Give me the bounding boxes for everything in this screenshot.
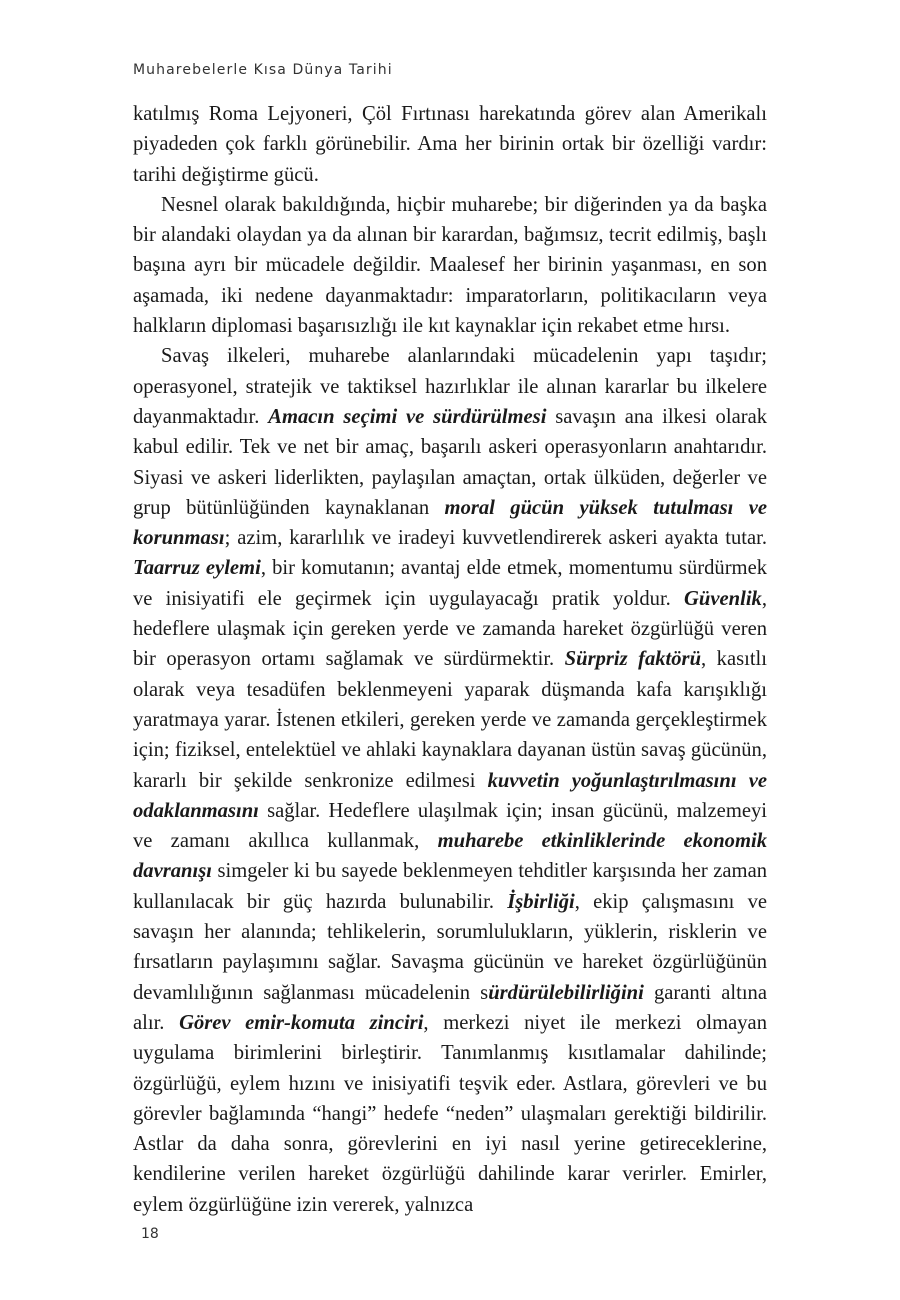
text-segment: katılmış Roma Lejyoneri, Çöl Fırtınası harekatında görev alan Amerikalı piyadeden çok farklı görünebilir. Ama her birinin ortak bir özelliği vardır: tarihi değiştirme gücü. — [133, 103, 767, 186]
text-segment: ; azim, kararlılık ve iradeyi kuvvetlendirerek askeri ayakta tutar. — [224, 527, 767, 550]
emphasis-term: muharebe etkinliklerinde ekonomik davranışı — [133, 830, 767, 883]
emphasis-term: moral gücün yüksek tutulması ve korunması — [133, 496, 767, 550]
text-segment: , merkezi niyet ile merkezi olmayan uygulama birimlerini birleştirir. Tanımlanmış kısıtlamalar dahilinde; özgürlüğü, eylem hızını ve inisiyatifi teşvik eder. Astlara, görevleri ve bu görevler bağlamında “hangi” hedefe “neden” ulaşmaları gerektiği bildirilir. Astlar da daha sonra, görevlerini en iyi nasıl yerine getireceklerine, kendilerine verilen hareket özgürlüğü dahilinde karar verirler. Emirler, eylem özgürlüğüne izin vererek, yalnızca — [133, 1011, 767, 1216]
emphasis-term: Taarruz eylemi — [133, 557, 261, 580]
page-number: 18 — [141, 1226, 159, 1242]
emphasis-term: Görev emir-komuta zinciri — [179, 1011, 424, 1034]
text-segment: , hedeflere ulaşmak için gereken yerde ve zamanda hareket özgürlüğü veren bir operasyon ortamı sağlamak ve sürdürmektir. — [133, 587, 767, 671]
paragraph-1 — [133, 99, 767, 190]
text-segment: Savaş ilkeleri, muharebe alanlarındaki mücadelenin yapı taşıdır; operasyonel, stratejik ve taktiksel hazırlıklar ile alınan kararlar bu ilkelere dayanmaktadır. — [133, 345, 767, 428]
emphasis-term: kuvvetin yoğunlaştırılmasını ve odaklanmasını — [133, 769, 767, 822]
paragraph-3 — [133, 341, 767, 1220]
text-segment: savaşın ana ilkesi olarak kabul edilir. Tek ve net bir amaç, başarılı askeri operasyonların anahtarıdır. Siyasi ve askeri liderlikten, paylaşılan amaçtan, ortak ülküden, değerler ve grup bütünlüğünden kaynaklanan — [133, 405, 767, 519]
text-segment: , kasıtlı olarak veya tesadüfen beklenmeyeni yaparak düşmanda kafa karışıklığı yaratmaya yarar. İstenen etkileri, gereken yerde ve zamanda gerçekleştirmek için; fiziksel, entelektüel ve ahlaki kaynaklara dayanan üstün savaş gücünün, kararlı bir şekilde senkronize edilmesi — [133, 648, 767, 792]
emphasis-term: Amacın seçimi ve sürdürülmesi — [268, 405, 547, 428]
emphasis-term: ürdürülebilirliğini — [488, 981, 644, 1004]
text-segment: simgeler ki bu sayede beklenmeyen tehditler karşısında her zaman kullanılacak bir güç hazırda bulunabilir. — [133, 860, 767, 913]
paragraph-2 — [133, 190, 767, 341]
emphasis-term: Güvenlik — [684, 587, 762, 610]
text-segment: garanti altına alır. — [133, 981, 767, 1034]
emphasis-term: Sürpriz faktörü — [564, 648, 702, 671]
emphasis-term: İşbirliği — [507, 890, 575, 913]
running-header: Muharebelerle Kısa Dünya Tarihi — [133, 62, 393, 78]
text-segment: , bir komutanın; avantaj elde etmek, momentumu sürdürmek ve inisiyatifi ele geçirmek için uygulayacağı pratik yoldur. — [133, 557, 768, 610]
text-segment: sağlar. Hedeflere ulaşılmak için; insan gücünü, malzemeyi ve zamanı akıllıca kullanmak, — [133, 799, 767, 853]
body-text — [133, 99, 767, 1220]
text-segment: Nesnel olarak bakıldığında, hiçbir muharebe; bir diğerinden ya da başka bir alandaki olaydan ya da alınan bir karardan, bağımsız, tecrit edilmiş, başlı başına ayrı bir mücadele değildir. Maalesef her birinin yaşanması, en son aşamada, iki nedene dayanmaktadır: imparatorların, politikacıların veya halkların diplomasi başarısızlığı ile kıt kaynaklar için rekabet etme hırsı. — [133, 193, 767, 338]
text-segment: , ekip çalışmasını ve savaşın her alanında; tehlikelerin, sorumlulukların, yüklerin, risklerin ve fırsatların paylaşımını sağlar. Savaşma gücünün ve hareket özgürlüğünün devamlılığının sağlanması mücadelenin s — [133, 890, 768, 1004]
